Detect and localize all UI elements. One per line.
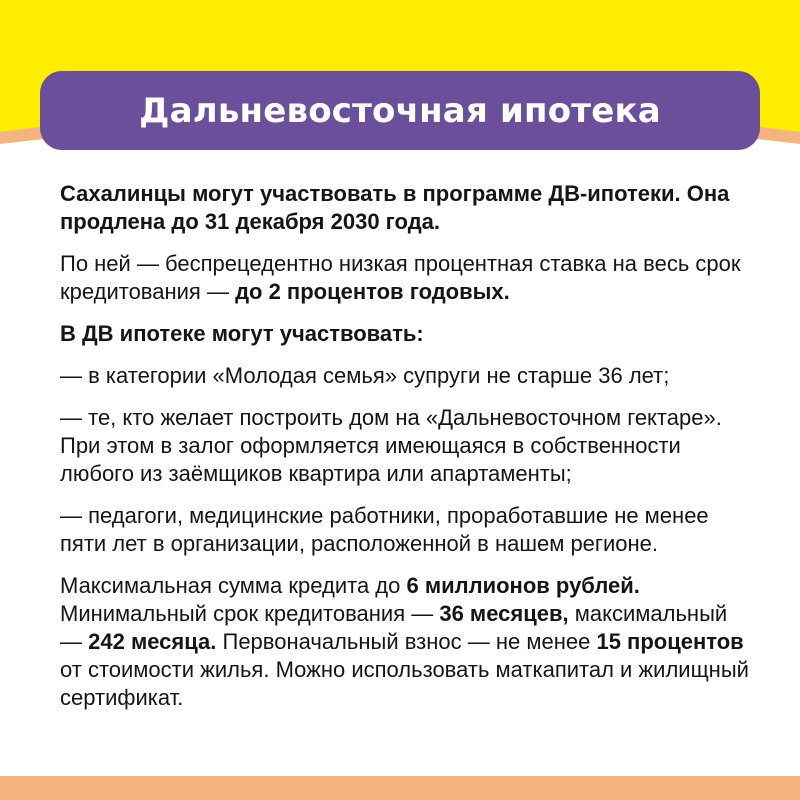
rate-text: По ней — беспрецедентно низкая процентная ставка на весь срок кредитования — xyxy=(60,251,741,304)
terms-text: Первоначальный взнос — не менее xyxy=(216,629,597,654)
terms-text: максимальный — xyxy=(60,601,728,654)
terms-paragraph xyxy=(60,572,750,712)
intro-paragraph: Сахалинцы могут участвовать в программе ДВ-ипотеки. Она продлена до 31 декабря 2030 года. xyxy=(60,181,730,234)
terms-highlight: 15 процентов xyxy=(596,629,744,654)
bottom-decoration-bar xyxy=(0,776,800,800)
terms-highlight: 6 миллионов рублей. xyxy=(406,573,640,598)
rate-paragraph xyxy=(60,250,750,306)
rate-highlight: до 2 процентов годовых. xyxy=(235,279,510,304)
participants-heading: В ДВ ипотеке могут участвовать: xyxy=(60,321,424,346)
participant-item: — педагоги, медицинские работники, проработавшие не менее пяти лет в организации, расположенной в нашем регионе. xyxy=(60,503,709,556)
title-banner xyxy=(40,71,760,150)
participant-item: — те, кто желает построить дом на «Дальневосточном гектаре». При этом в залог оформляется имеющаяся в собственности любого из заёмщиков квартира или апартаменты; xyxy=(60,405,722,486)
terms-highlight: 242 месяца. xyxy=(88,629,217,654)
terms-highlight: 36 месяцев, xyxy=(439,601,569,626)
terms-text: Максимальная сумма кредита до xyxy=(60,573,407,598)
terms-text: Минимальный срок кредитования — xyxy=(60,601,440,626)
page-title: Дальневосточная ипотека xyxy=(139,90,661,131)
participant-item: — в категории «Молодая семья» супруги не старше 36 лет; xyxy=(60,363,670,388)
article-body xyxy=(60,180,750,726)
terms-text: от стоимости жилья. Можно использовать маткапитал и жилищный сертификат. xyxy=(60,657,749,710)
